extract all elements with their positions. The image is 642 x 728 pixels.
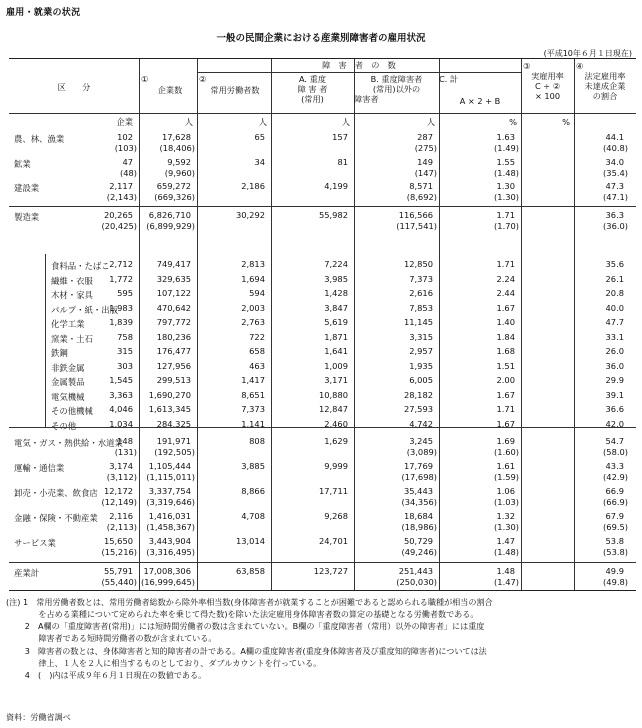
value-firms: 2,712 (109, 259, 133, 269)
prev-value-c: (117,541) (396, 221, 437, 231)
value-c: 50,729 (403, 536, 433, 546)
prev-value-workers: (1,458,367) (146, 522, 195, 532)
prev-value-firms: (131) (114, 447, 137, 457)
prev-value-firms: (2,113) (106, 522, 137, 532)
value-b: 7,224 (324, 259, 348, 269)
value-rate: 1.67 (496, 302, 515, 313)
note-line: (注) 1 常用労働者数とは、常用労働者総数から除外率相当数(身体障害者が就業することが困難であると認められる職種が相当の割合 (6, 597, 493, 607)
value-workers: 329,635 (156, 273, 191, 284)
value-firms: 1,545 (109, 375, 133, 385)
value-rate: 1.68 (496, 346, 515, 356)
value-ratio: 39.1 (605, 389, 624, 400)
note-line: を占める業種について定められた率を乗じて得た数)を除いた法定雇用身体障害者数の算定の基礎となる労働者数である。 (6, 609, 479, 620)
value-workers: 17,628 (161, 132, 191, 142)
value-rate: 1.67 (496, 389, 515, 400)
value-firms: 4,046 (109, 404, 133, 414)
prev-value-workers: (18,406) (159, 143, 195, 153)
prev-value-rate: (1.48) (494, 168, 519, 178)
value-rate: 2.44 (496, 288, 515, 298)
value-rate: 1.71 (496, 404, 515, 414)
value-firms: 303 (117, 360, 133, 371)
prev-value-rate: (1.49) (494, 143, 519, 153)
prev-value-c: (34,356) (401, 497, 437, 507)
notes (6, 596, 638, 681)
header-category: 区 分 (57, 82, 91, 92)
header-rate-number: ③ (523, 61, 531, 71)
value-rate: 1.63 (496, 132, 515, 142)
industry-label: 運輸・通信業 (14, 463, 65, 473)
prev-value-ratio: (42.9) (603, 472, 628, 482)
value-c: 18,684 (403, 511, 433, 521)
value-b: 1,629 (324, 436, 348, 446)
value-c: 35,443 (403, 486, 433, 496)
value-workers: 470,642 (156, 302, 191, 313)
value-c: 12,850 (403, 259, 433, 269)
value-firms: 1,983 (109, 302, 133, 313)
prev-value-rate: (1.48) (494, 547, 519, 557)
value-firms: 758 (117, 331, 133, 342)
value-rate: 1.40 (496, 317, 515, 327)
prev-value-c: (250,030) (396, 577, 437, 587)
value-b: 2,460 (324, 418, 348, 429)
value-rate: 1.06 (496, 486, 515, 496)
prev-value-workers: (3,319,646) (146, 497, 195, 507)
value-a: 2,186 (241, 181, 265, 191)
sub-industry-label: パルプ・紙・出版 (51, 304, 118, 315)
value-workers: 1,690,270 (148, 389, 191, 400)
value-rate: 1.48 (496, 566, 515, 576)
prev-value-rate: (1.60) (494, 447, 519, 457)
unit-label: 人 (258, 117, 267, 127)
value-ratio: 29.9 (605, 375, 624, 385)
unit-label: % (562, 117, 570, 127)
prev-value-c: (275) (414, 143, 437, 153)
value-a: 8,866 (241, 486, 265, 496)
industry-label: 農、林、漁業 (14, 134, 65, 144)
employment-table (9, 58, 636, 591)
unit-label: 人 (426, 117, 435, 127)
value-ratio: 20.8 (605, 288, 624, 298)
value-ratio: 49.9 (605, 566, 624, 576)
header-a-line3: (常用) (301, 94, 324, 104)
value-workers: 797,772 (156, 317, 191, 327)
sub-industry-label: 繊維・衣服 (51, 275, 93, 286)
value-b: 157 (332, 132, 348, 142)
prev-value-workers: (3,316,495) (146, 547, 195, 557)
industry-label: 卸売・小売業、飲食店 (14, 488, 98, 498)
value-rate: 1.69 (496, 436, 515, 446)
prev-value-ratio: (49.8) (603, 577, 628, 587)
value-workers: 9,592 (167, 157, 191, 167)
value-ratio: 36.0 (605, 360, 624, 371)
header-ratio-line3: の割合 (592, 91, 618, 101)
sub-industry-label: 電気機械 (51, 391, 85, 402)
value-rate: 1.51 (496, 360, 515, 371)
value-c: 8,571 (409, 181, 433, 191)
prev-value-workers: (16,999,645) (141, 577, 195, 587)
value-a: 594 (249, 288, 265, 298)
value-firms: 2,116 (109, 511, 133, 521)
value-b: 3,847 (324, 302, 348, 313)
value-a: 463 (249, 360, 265, 371)
prev-value-firms: (103) (114, 143, 137, 153)
header-rate-line1: 実雇用率 (531, 71, 564, 81)
value-b: 12,847 (318, 404, 348, 414)
value-ratio: 40.0 (605, 302, 624, 313)
value-a: 2,003 (241, 302, 265, 313)
unit-label: % (509, 117, 517, 127)
value-rate: 1.47 (496, 536, 515, 546)
unit-label: 人 (184, 117, 193, 127)
prev-value-rate: (1.30) (494, 522, 519, 532)
prev-value-firms: (55,440) (101, 577, 137, 587)
industry-label: 建設業 (14, 183, 40, 193)
value-ratio: 34.0 (605, 157, 624, 167)
value-b: 5,619 (324, 317, 348, 327)
value-ratio: 67.9 (605, 511, 624, 521)
prev-value-firms: (48) (119, 168, 137, 178)
value-b: 9,999 (324, 461, 348, 471)
value-c: 1,935 (409, 360, 433, 371)
header-a-line2: 障 害 者 (297, 84, 328, 94)
prev-value-firms: (15,216) (101, 547, 137, 557)
value-c: 287 (417, 132, 433, 142)
header-a-line1: A. 重度 (298, 74, 327, 84)
value-workers: 659,272 (156, 181, 191, 191)
sub-industry-label: 窯業・土石 (51, 333, 93, 344)
prev-value-ratio: (53.8) (603, 547, 628, 557)
value-a: 1,417 (241, 375, 265, 385)
prev-value-rate: (1.03) (494, 497, 519, 507)
source-note: 資料：労働省調べ (6, 712, 71, 722)
value-firms: 1,034 (109, 418, 133, 429)
value-c: 7,373 (409, 273, 433, 284)
sub-industry-label: 木材・家具 (51, 290, 93, 300)
value-a: 3,885 (241, 461, 265, 471)
value-ratio: 53.8 (605, 536, 624, 546)
header-c-line2: A × 2 + B (459, 96, 501, 106)
as-of-date: (平成10年６月１日現在) (543, 49, 632, 58)
value-c: 17,769 (403, 461, 433, 471)
value-workers: 191,971 (156, 436, 191, 446)
value-rate: 2.24 (496, 273, 515, 284)
prev-value-firms: (20,425) (101, 221, 137, 231)
prev-value-ratio: (40.8) (603, 143, 628, 153)
value-firms: 1,839 (109, 317, 133, 327)
value-b: 24,701 (318, 536, 348, 546)
value-a: 34 (254, 157, 265, 167)
value-b: 55,982 (318, 210, 348, 220)
note-line: 4 ( )内は平成９年６月１日現在の数値である。 (6, 669, 207, 680)
value-a: 1,141 (241, 418, 265, 429)
value-workers: 1,105,444 (148, 461, 191, 471)
value-a: 658 (249, 346, 265, 356)
sub-industry-label: 非鉄金属 (51, 362, 85, 373)
value-a: 7,373 (241, 404, 265, 414)
value-firms: 315 (117, 346, 133, 356)
value-ratio: 36.3 (605, 210, 624, 220)
value-ratio: 26.0 (605, 346, 624, 356)
sub-industry-divider (45, 254, 46, 427)
value-a: 8,651 (241, 389, 265, 400)
prev-value-c: (8,692) (406, 192, 437, 202)
value-b: 81 (337, 157, 348, 167)
value-a: 808 (249, 436, 265, 446)
header-b-line3: 障害者 (354, 94, 379, 104)
prev-value-workers: (669,326) (154, 192, 195, 202)
value-workers: 749,417 (156, 259, 191, 269)
value-firms: 12,172 (103, 486, 133, 496)
row-separator (9, 206, 636, 207)
header-firms: 企業数 (157, 85, 183, 95)
note-line: 3 障害者の数とは、身体障害者と知的障害者の計である。A欄の重度障害者(重度身体障害者及び重度知的障害者)については法 (6, 645, 487, 656)
value-workers: 1,416,031 (148, 511, 191, 521)
value-a: 65 (254, 132, 265, 142)
value-ratio: 54.7 (605, 436, 624, 446)
sub-industry-label: その他 (51, 420, 77, 431)
value-c: 7,853 (409, 302, 433, 313)
value-c: 251,443 (398, 566, 433, 576)
value-workers: 127,956 (156, 360, 191, 371)
value-ratio: 26.1 (605, 273, 624, 284)
value-b: 3,985 (324, 273, 348, 284)
value-rate: 1.71 (496, 210, 515, 220)
header-firms-number: ① (141, 74, 149, 84)
value-ratio: 47.3 (605, 181, 624, 191)
value-rate: 1.55 (496, 157, 515, 167)
value-rate: 1.30 (496, 181, 515, 191)
value-c: 3,245 (409, 436, 433, 446)
section-heading: 雇用・就業の状況 (6, 8, 81, 18)
prev-value-ratio: (47.1) (603, 192, 628, 202)
value-rate: 1.61 (496, 461, 515, 471)
sub-industry-label: 食料品・たばこ (51, 261, 110, 271)
value-firms: 3,174 (109, 461, 133, 471)
header-b-line2: (常用)以外の (372, 84, 421, 94)
value-b: 1,009 (324, 360, 348, 371)
prev-value-ratio: (69.5) (603, 522, 628, 532)
unit-label: 人 (341, 117, 350, 127)
value-rate: 2.00 (496, 375, 515, 385)
value-c: 27,593 (403, 404, 433, 414)
industry-label: サービス業 (14, 538, 56, 548)
value-workers: 299,513 (156, 375, 191, 385)
value-a: 2,813 (241, 259, 265, 269)
header-workers: 常用労働者数 (210, 85, 260, 95)
value-ratio: 36.6 (605, 404, 624, 414)
value-rate: 1.67 (496, 418, 515, 429)
prev-value-rate: (1.59) (494, 472, 519, 482)
row-separator (9, 562, 636, 563)
value-firms: 15,650 (103, 536, 133, 546)
row-separator (9, 427, 636, 428)
value-c: 28,182 (403, 389, 433, 400)
value-workers: 107,122 (156, 288, 191, 298)
prev-value-rate: (1.47) (494, 577, 519, 587)
value-ratio: 33.1 (605, 331, 624, 342)
value-c: 6,005 (409, 375, 433, 385)
prev-value-ratio: (36.0) (603, 221, 628, 231)
value-b: 1,871 (324, 331, 348, 342)
value-b: 1,641 (324, 346, 348, 356)
value-ratio: 43.3 (605, 461, 624, 471)
value-b: 17,711 (318, 486, 348, 496)
value-c: 116,566 (398, 210, 433, 220)
prev-value-c: (49,246) (401, 547, 437, 557)
sub-industry-label: 金属製品 (51, 377, 85, 387)
prev-value-c: (147) (414, 168, 437, 178)
value-b: 1,428 (324, 288, 348, 298)
sub-industry-label: 化学工業 (51, 319, 85, 329)
industry-label: 電気・ガス・熱供給・水道業 (14, 438, 123, 448)
value-rate: 1.71 (496, 259, 515, 269)
industry-label: 金融・保険・不動産業 (14, 513, 98, 523)
value-rate: 1.32 (496, 511, 515, 521)
value-c: 2,616 (409, 288, 433, 298)
value-firms: 47 (122, 157, 133, 167)
note-line: 障害者である短時間労働者の数が含まれている。 (6, 633, 217, 644)
value-c: 4,742 (409, 418, 433, 429)
unit-label: 企業 (116, 117, 133, 127)
prev-value-workers: (6,899,929) (146, 221, 195, 231)
prev-value-c: (3,089) (406, 447, 437, 457)
value-a: 2,763 (241, 317, 265, 327)
value-a: 722 (249, 331, 265, 342)
value-firms: 3,363 (109, 389, 133, 400)
header-ratio-number: ④ (576, 61, 584, 71)
value-rate: 1.84 (496, 331, 515, 342)
value-firms: 2,117 (109, 181, 133, 191)
value-ratio: 66.9 (605, 486, 624, 496)
prev-value-rate: (1.30) (494, 192, 519, 202)
note-line: 2 A欄の「重度障害者(常用)」には短時間労働者の数は含まれていない。B欄の「重度障害者（常用）以外の障害者」には重度 (6, 621, 485, 632)
value-firms: 148 (117, 436, 133, 446)
prev-value-workers: (192,505) (154, 447, 195, 457)
value-workers: 1,613,345 (148, 404, 191, 414)
prev-value-workers: (1,115,011) (146, 472, 195, 482)
value-workers: 176,477 (156, 346, 191, 356)
header-ratio-line2: 未達成企業 (584, 81, 626, 91)
prev-value-firms: (2,143) (106, 192, 137, 202)
value-c: 11,145 (403, 317, 433, 327)
value-firms: 1,772 (109, 273, 133, 284)
value-b: 4,199 (324, 181, 348, 191)
table-column-divider (521, 59, 522, 590)
value-ratio: 44.1 (605, 132, 624, 142)
total-label: 産業計 (14, 568, 40, 578)
prev-value-ratio: (35.4) (603, 168, 628, 178)
prev-value-firms: (12,149) (101, 497, 137, 507)
header-c-line1: C. 計 (439, 74, 459, 84)
prev-value-c: (17,698) (401, 472, 437, 482)
industry-label: 製造業 (14, 212, 40, 222)
prev-value-rate: (1.70) (494, 221, 519, 231)
header-rate-line3: × 100 (534, 91, 561, 101)
value-ratio: 35.6 (605, 259, 624, 269)
value-workers: 17,008,306 (143, 566, 191, 576)
prev-value-firms: (3,112) (106, 472, 137, 482)
value-b: 3,171 (324, 375, 348, 385)
value-ratio: 42.0 (605, 418, 624, 429)
value-firms: 595 (117, 288, 133, 298)
header-b-line1: B. 重度障害者 (370, 74, 423, 84)
value-ratio: 47.7 (605, 317, 624, 327)
value-workers: 3,337,754 (148, 486, 191, 496)
value-firms: 55,791 (103, 566, 133, 576)
value-b: 9,268 (324, 511, 348, 521)
sub-industry-label: その他機械 (51, 406, 93, 416)
value-a: 30,292 (235, 210, 265, 220)
industry-label: 鉱業 (14, 159, 31, 169)
value-a: 63,858 (235, 566, 265, 576)
header-ratio-line1: 法定雇用率 (584, 71, 626, 81)
header-workers-number: ② (199, 74, 207, 84)
prev-value-c: (18,986) (401, 522, 437, 532)
value-b: 10,880 (318, 389, 348, 400)
value-a: 1,694 (241, 273, 265, 284)
value-b: 123,727 (313, 566, 348, 576)
value-workers: 3,443,904 (148, 536, 191, 546)
value-workers: 180,236 (156, 331, 191, 342)
value-firms: 20,265 (103, 210, 133, 220)
header-rate-line2: C ÷ ② (534, 81, 561, 91)
value-a: 4,708 (241, 511, 265, 521)
value-c: 2,957 (409, 346, 433, 356)
value-workers: 6,826,710 (148, 210, 191, 220)
note-line: 律上、１人を２人に相当するものとしており、ダブルカウントを行っている。 (6, 657, 322, 668)
prev-value-ratio: (66.9) (603, 497, 628, 507)
value-firms: 102 (117, 132, 133, 142)
table-title: 一般の民間企業における産業別障害者の雇用状況 (216, 33, 426, 44)
value-a: 13,014 (235, 536, 265, 546)
value-c: 3,315 (409, 331, 433, 342)
prev-value-ratio: (58.0) (603, 447, 628, 457)
sub-industry-label: 鉄鋼 (51, 348, 68, 358)
value-workers: 284,325 (156, 418, 191, 429)
header-disability-group: 障 害 者 の 数 (322, 60, 396, 70)
value-c: 149 (417, 157, 433, 167)
prev-value-workers: (9,960) (164, 168, 195, 178)
